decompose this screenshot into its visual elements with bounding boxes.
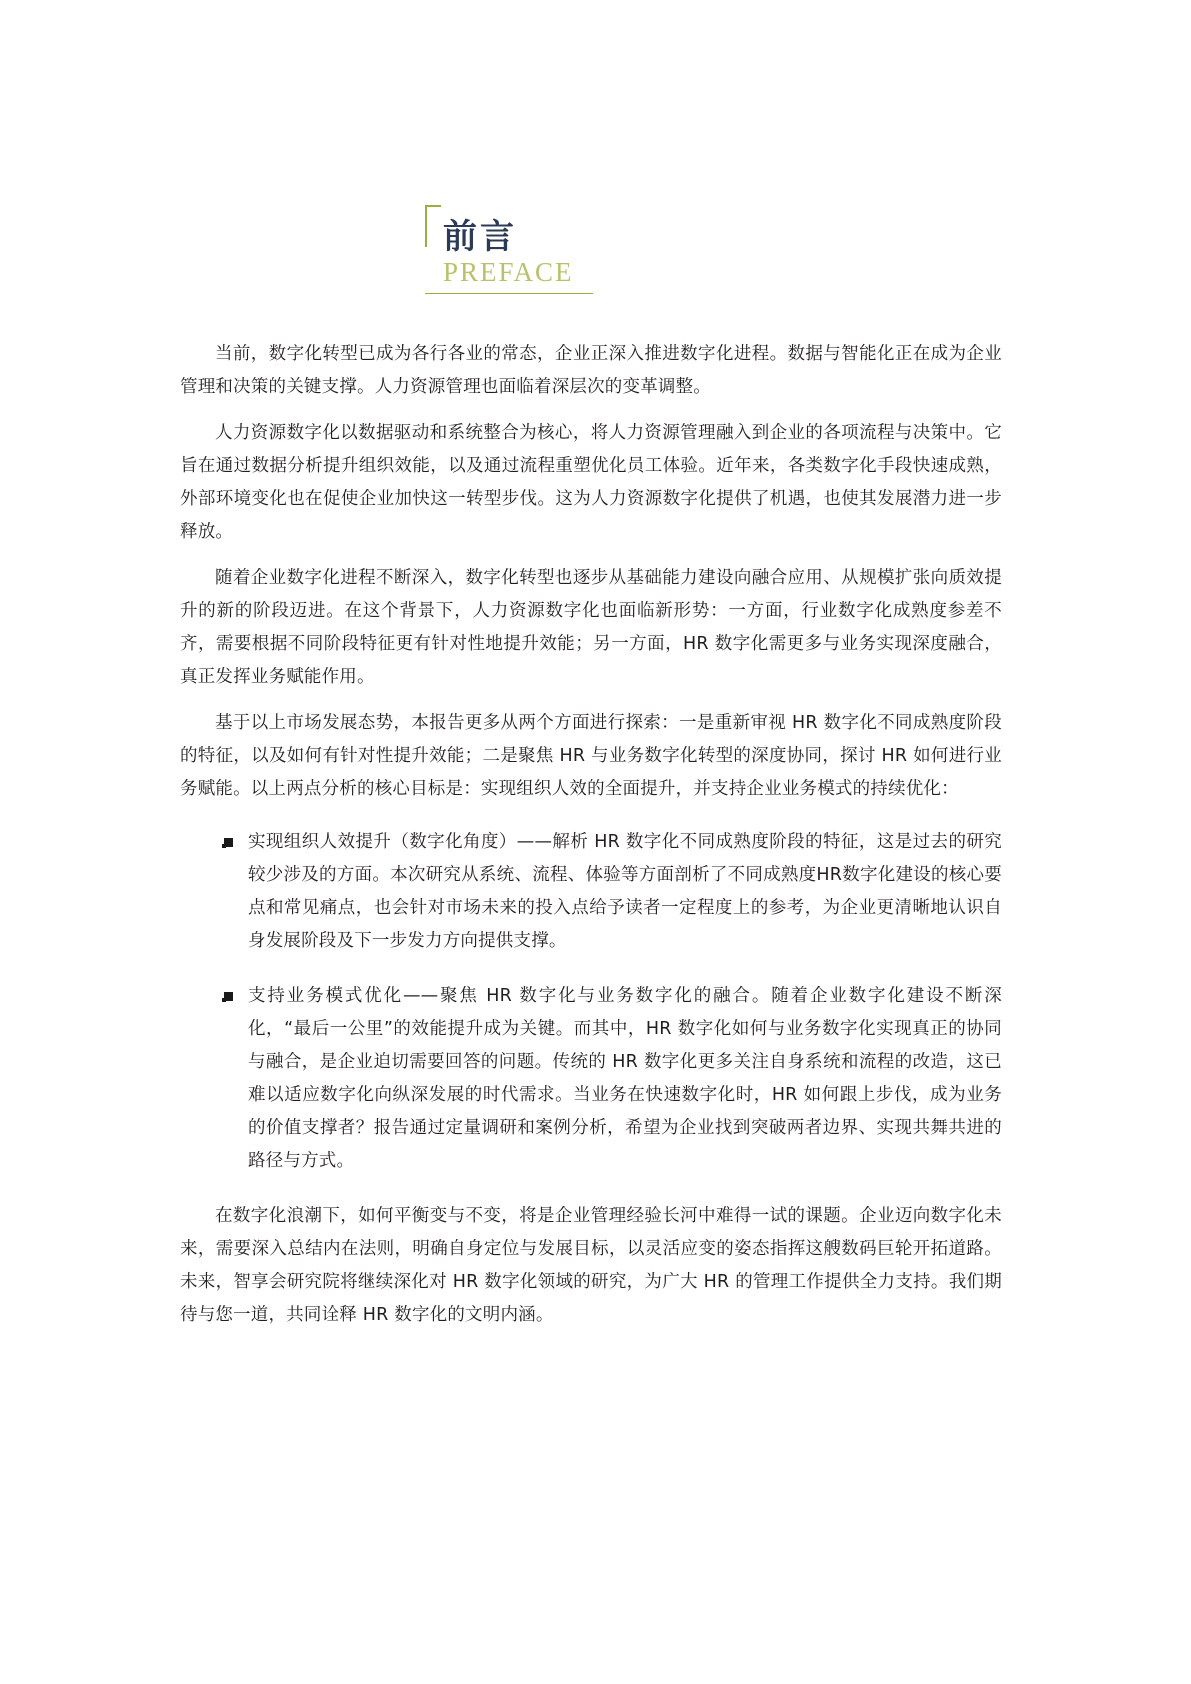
list-item-text: 支持业务模式优化——聚焦 HR 数字化与业务数字化的融合。随着企业数字化建设不断深化，“最后一公里”的效能提升成为关键。而其中，HR 数字化如何与业务数字化实现真正的协同与融合，是企业迫切需要回答的问题。传统的 HR 数字化更多关注自身系统和流程的改造，这已难以适应数字化向纵深发展的时代需求。当业务在快速数字化时，HR 如何跟上步伐，成为业务的价值支撑者？报告通过定量调研和案例分析，希望为企业找到突破两者边界、实现共舞共进的路径与方式。 [248,986,1002,1171]
bullet-list [180,826,1002,1178]
corner-rule-decoration [425,205,441,247]
square-bullet-icon [222,838,233,848]
page-title-block [425,205,600,287]
paragraph: 随着企业数字化进程不断深入，数字化转型也逐步从基础能力建设向融合应用、从规模扩张向质效提升的新的阶段迈进。在这个背景下，人力资源数字化也面临新形势：一方面，行业数字化成熟度参差不齐，需要根据不同阶段特征更有针对性地提升效能；另一方面，HR 数字化需更多与业务实现深度融合，真正发挥业务赋能作用。 [180,568,1002,687]
paragraph: 人力资源数字化以数据驱动和系统整合为核心，将人力资源管理融入到企业的各项流程与决策中。它旨在通过数据分析提升组织效能，以及通过流程重塑优化员工体验。近年来，各类数字化手段快速成熟，外部环境变化也在促使企业加快这一转型步伐。这为人力资源数字化提供了机遇，也使其发展潜力进一步释放。 [180,423,1002,542]
paragraph: 基于以上市场发展态势，本报告更多从两个方面进行探索：一是重新审视 HR 数字化不同成熟度阶段的特征，以及如何有针对性提升效能；二是聚焦 HR 与业务数字化转型的深度协同，探讨 HR 如何进行业务赋能。以上两点分析的核心目标是：实现组织人效的全面提升，并支持企业业务模式的持续优化： [180,713,1002,799]
page-title: 前言 [443,217,517,257]
body-content [180,338,1002,1345]
square-bullet-icon [222,992,233,1002]
closing-paragraph: 在数字化浪潮下，如何平衡变与不变，将是企业管理经验长河中难得一试的课题。企业迈向数字化未来，需要深入总结内在法则，明确自身定位与发展目标，以灵活应变的姿态指挥这艘数码巨轮开拓道路。未来，智享会研究院将继续深化对 HR 数字化领域的研究，为广大 HR 的管理工作提供全力支持。我们期待与您一道，共同诠释 HR 数字化的文明内涵。 [180,1206,1002,1325]
title-underline-decoration [425,293,593,294]
list-item-text: 实现组织人效提升（数字化角度）——解析 HR 数字化不同成熟度阶段的特征，这是过去的研究较少涉及的方面。本次研究从系统、流程、体验等方面剖析了不同成熟度HR数字化建设的核心要点和常见痛点，也会针对市场未来的投入点给予读者一定程度上的参考，为企业更清晰地认识自身发展阶段及下一步发力方向提供支撑。 [248,832,1002,951]
paragraph: 当前，数字化转型已成为各行各业的常态，企业正深入推进数字化进程。数据与智能化正在成为企业管理和决策的关键支撑。人力资源管理也面临着深层次的变革调整。 [180,344,1002,397]
list-item [222,826,1002,958]
list-item [222,980,1002,1178]
page-subtitle: PREFACE [443,257,574,288]
